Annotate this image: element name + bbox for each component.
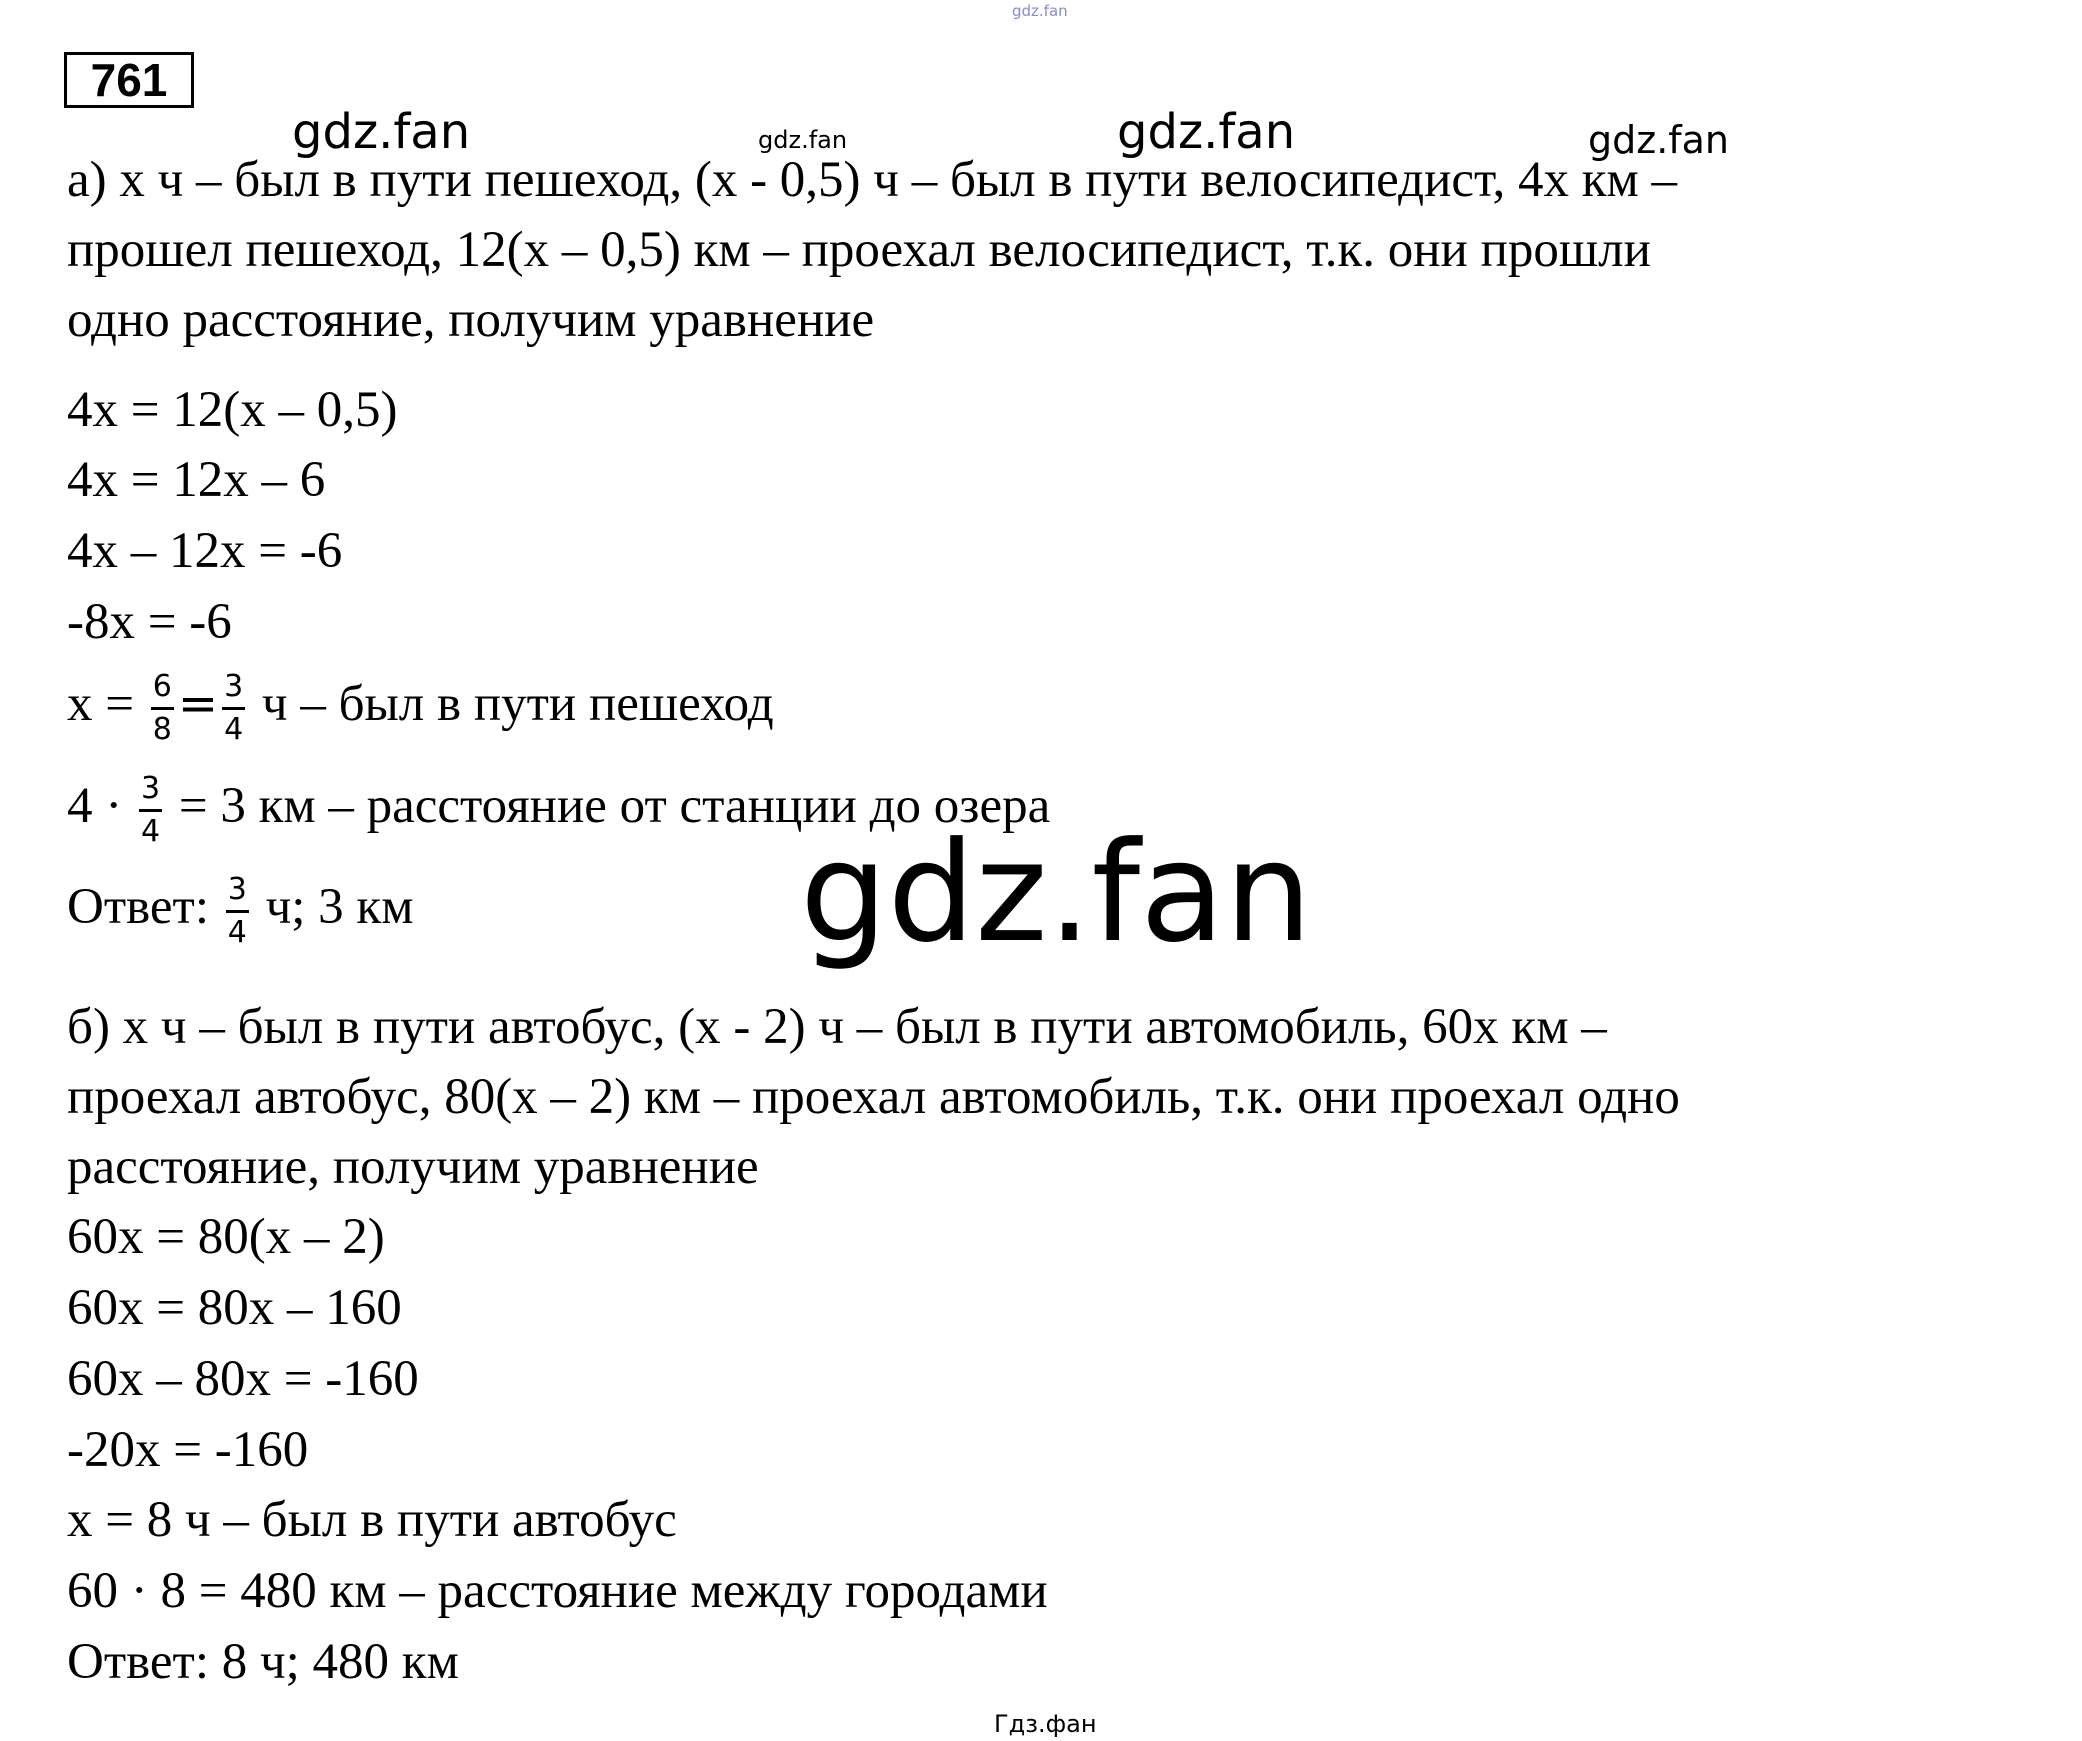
part-b-text-line-2: проехал автобус, 80(х – 2) км – проехал автомобиль, т.к. они проехал одно: [67, 1069, 1680, 1125]
fraction-numerator: 3: [227, 872, 247, 907]
fraction-numerator: 6: [152, 669, 172, 704]
fraction-3-4: [226, 873, 249, 950]
part-a-text-line-3: одно расстояние, получим уравнение: [67, 292, 875, 348]
answer-prefix: Ответ:: [67, 879, 222, 936]
fraction-denominator: 4: [140, 814, 161, 849]
part-a-text-line-1: а) х ч – был в пути пешеход, (х - 0,5) ч – был в пути велосипедист, 4х км –: [67, 152, 1678, 208]
part-b-answer: Ответ: 8 ч; 480 км: [67, 1634, 459, 1690]
watermark-row1-c: gdz.fan: [1588, 118, 1730, 162]
fraction-numerator: 3: [140, 771, 161, 806]
watermark-top: gdz.fan: [1012, 2, 1068, 20]
part-a-answer: [67, 873, 413, 950]
part-b-equation-4: -20х = -160: [67, 1422, 309, 1478]
fraction-bar: [222, 707, 245, 710]
watermark-row1-small: gdz.fan: [758, 126, 848, 154]
fraction-3-4: [222, 670, 245, 747]
fraction-denominator: 4: [224, 712, 244, 747]
part-b-equation-5: х = 8 ч – был в пути автобус: [67, 1492, 677, 1548]
fraction-3-4: [139, 772, 162, 849]
part-a-equation-1: 4х = 12(х – 0,5): [67, 382, 398, 438]
part-b-equation-1: 60х = 80(х – 2): [67, 1209, 385, 1265]
answer-suffix: ч; 3 км: [252, 879, 414, 936]
fraction-denominator: 4: [227, 915, 247, 950]
eq6-prefix: 4 ·: [67, 778, 135, 835]
fraction-bar: [226, 910, 249, 913]
fraction-bar: [151, 707, 174, 710]
part-a-equation-2: 4х = 12х – 6: [67, 452, 326, 508]
part-b-equation-3: 60х – 80х = -160: [67, 1351, 419, 1407]
part-a-equation-4: -8х = -6: [67, 594, 232, 650]
part-b-equation-6: 60 · 8 = 480 км – расстояние между городами: [67, 1563, 1048, 1619]
watermark-row1-b: gdz.fan: [1117, 104, 1296, 160]
fraction-6-8: [151, 670, 174, 747]
eq6-suffix: = 3 км – расстояние от станции до озера: [166, 778, 1051, 835]
watermark-center: gdz.fan: [800, 812, 1313, 973]
part-a-text-line-2: прошел пешеход, 12(х – 0,5) км – проехал велосипедист, т.к. они прошли: [67, 222, 1651, 278]
part-b-text-line-1: б) х ч – был в пути автобус, (х - 2) ч – был в пути автомобиль, 60х км –: [67, 999, 1607, 1055]
equals-sign: =: [177, 676, 219, 733]
eq5-suffix: ч – был в пути пешеход: [249, 676, 774, 733]
problem-number: 761: [64, 52, 194, 108]
watermark-bottom: Гдз.фан: [994, 1710, 1097, 1738]
part-b-text-line-3: расстояние, получим уравнение: [67, 1139, 759, 1195]
part-a-equation-5: [67, 670, 774, 747]
part-b-equation-2: 60х = 80х – 160: [67, 1280, 402, 1336]
fraction-numerator: 3: [224, 669, 244, 704]
watermark-row1-a: gdz.fan: [292, 104, 471, 160]
fraction-denominator: 8: [152, 712, 172, 747]
fraction-bar: [139, 809, 162, 812]
eq5-prefix: х =: [67, 676, 147, 733]
part-a-equation-3: 4х – 12х = -6: [67, 523, 343, 579]
